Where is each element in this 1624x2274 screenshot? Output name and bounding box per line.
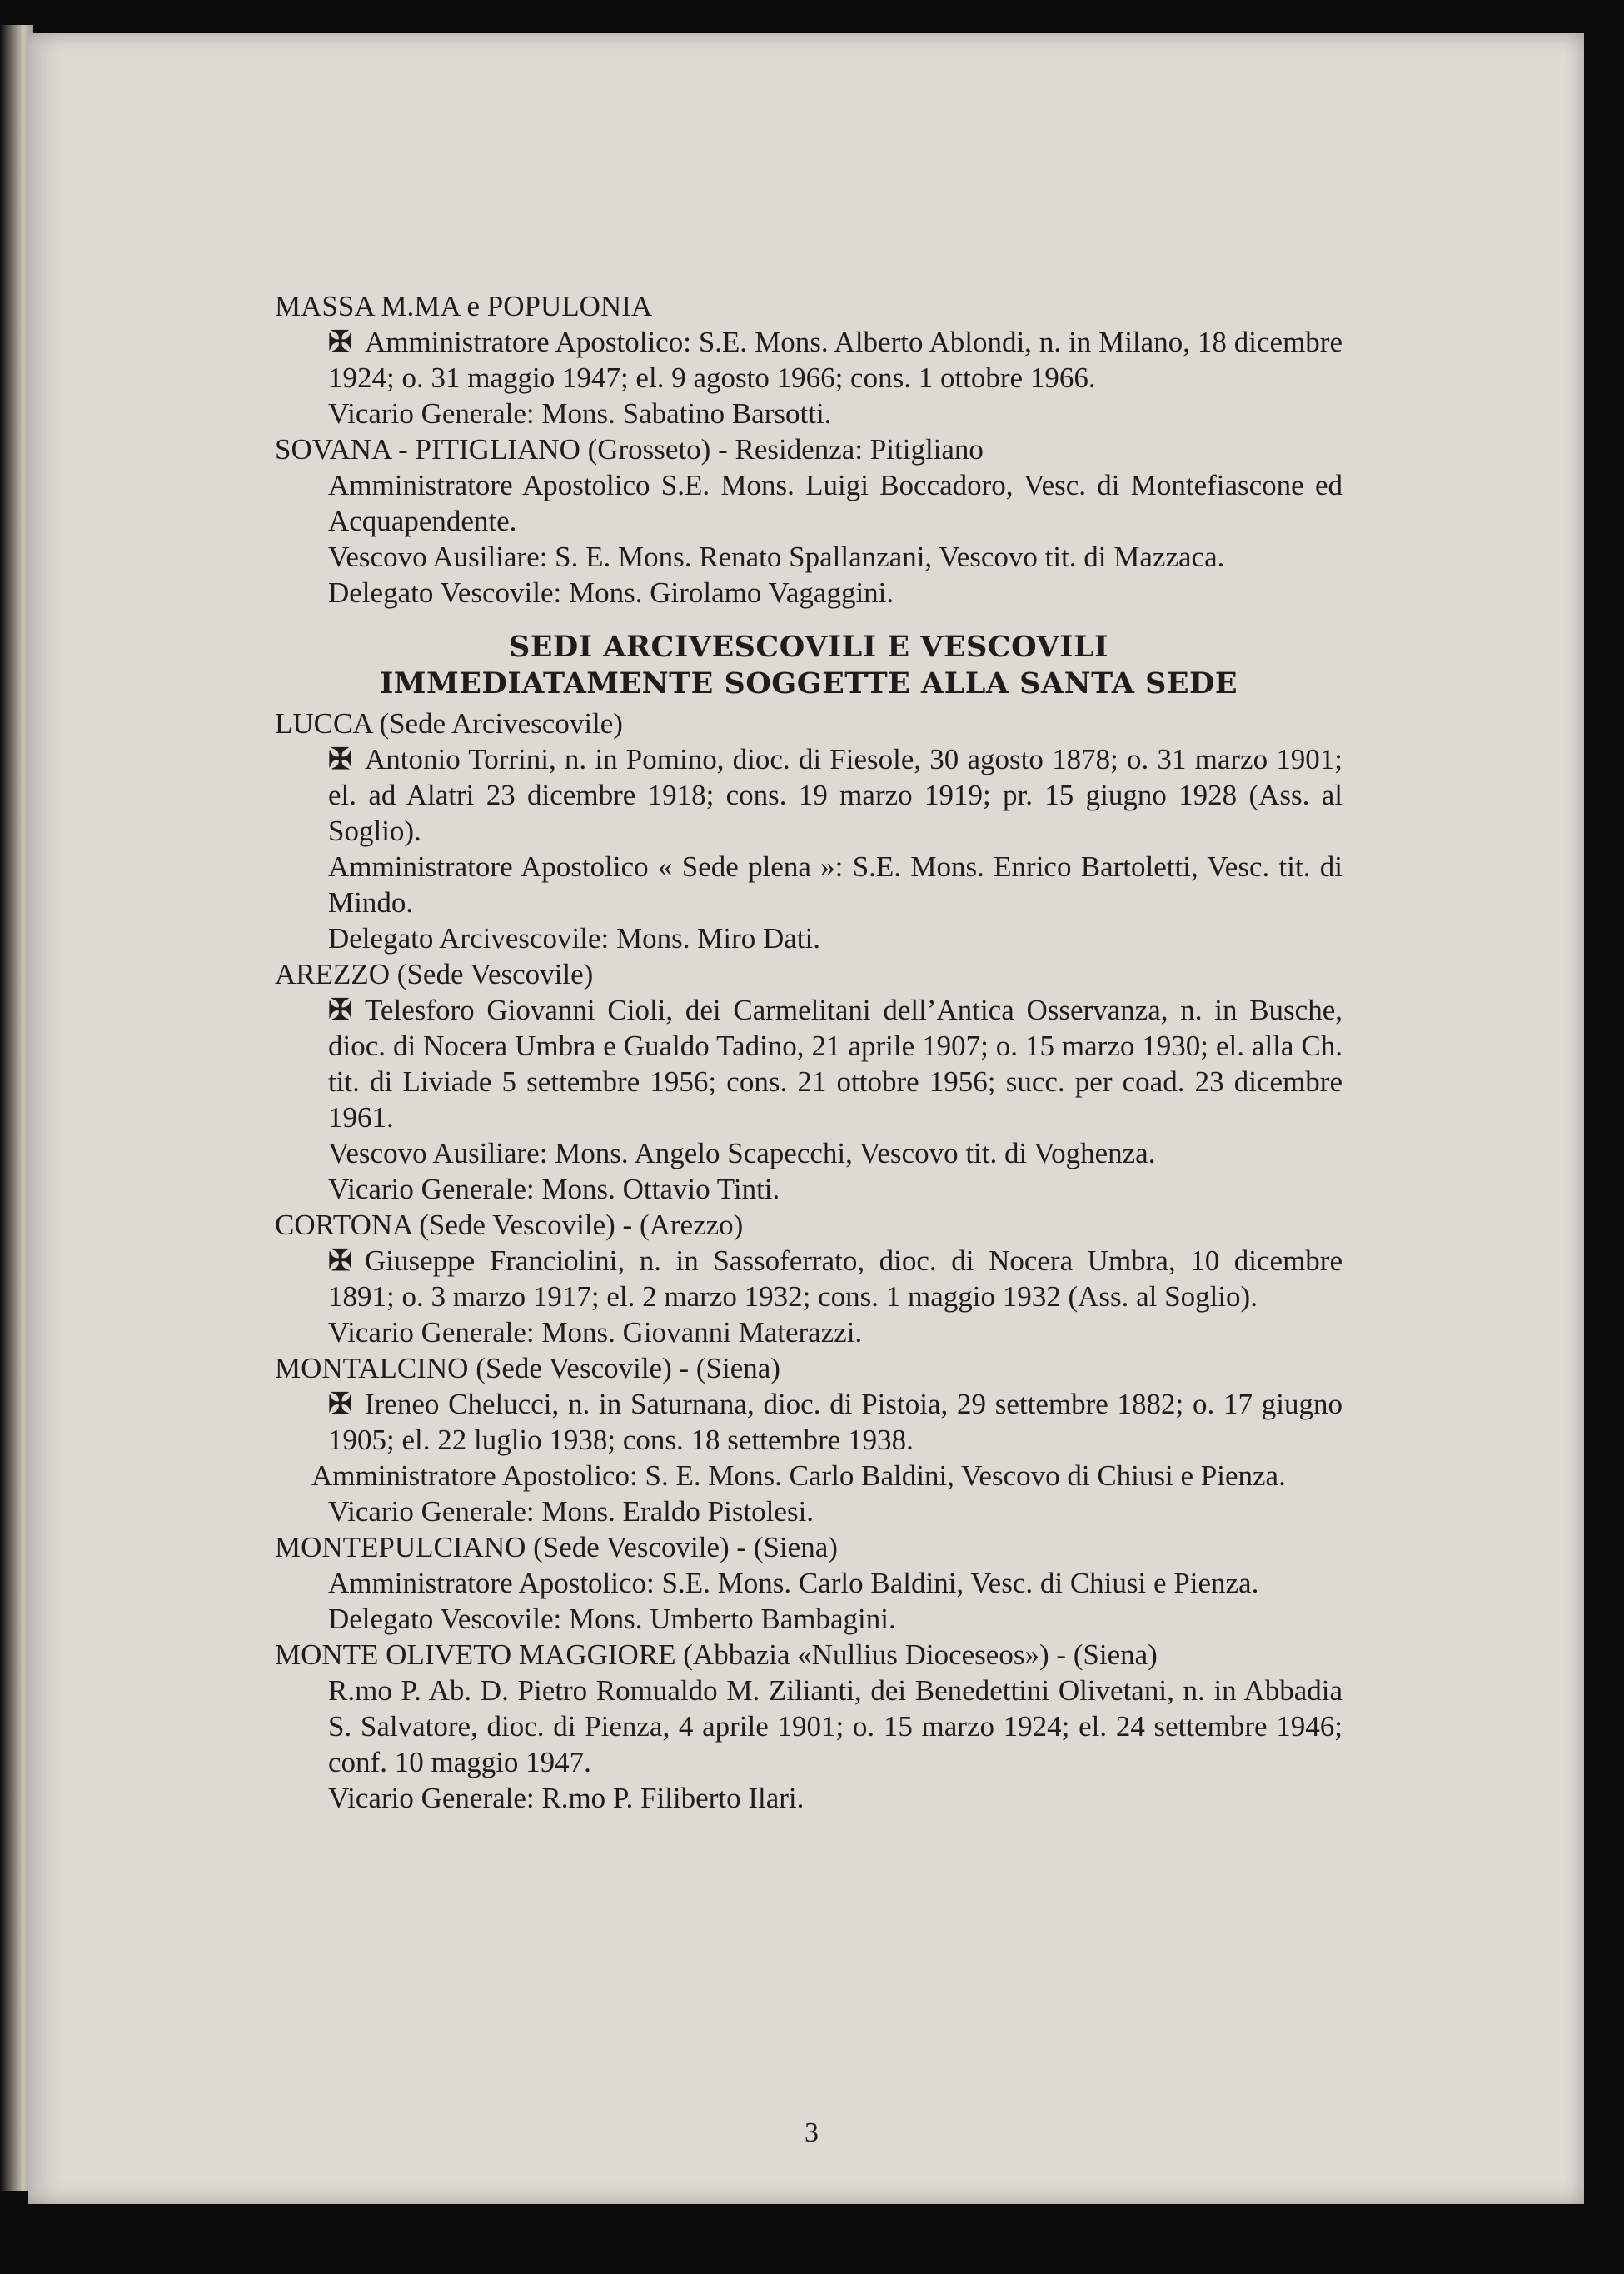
entry-line	[328, 1780, 1343, 1816]
diocese-entry	[275, 1529, 1343, 1637]
entry-line	[328, 992, 1343, 1135]
diocese-heading: MONTEPULCIANO (Sede Vescovile) - (Siena)	[275, 1531, 838, 1563]
entry-line	[328, 1601, 1343, 1637]
entry-text: Antonio Torrini, n. in Pomino, dioc. di Fiesole, 30 agosto 1878; o. 31 marzo 1901; el. ad Alatri 23 dicembre 1918; cons. 19 marzo 1919; pr. 15 giugno 1928 (Ass. al Soglio).	[328, 743, 1343, 847]
entry-text: Vicario Generale: Mons. Giovanni Materazzi.	[328, 1316, 863, 1349]
book-page	[28, 33, 1584, 2204]
bishop-cross-icon: ✠	[328, 994, 353, 1026]
diocese-heading: CORTONA (Sede Vescovile) - (Arezzo)	[275, 1209, 744, 1241]
entry-line	[328, 741, 1343, 849]
diocese-heading: AREZZO (Sede Vescovile)	[275, 958, 594, 990]
entry-line	[328, 920, 1343, 956]
entry-text: Ireneo Chelucci, n. in Saturnana, dioc. di Pistoia, 29 settembre 1882; o. 17 giugno 1905; el. 22 luglio 1938; cons. 18 settembre 1938.	[328, 1388, 1343, 1456]
entry-text: Vescovo Ausiliare: S. E. Mons. Renato Spallanzani, Vescovo tit. di Mazzaca.	[328, 541, 1225, 573]
entry-text: Delegato Vescovile: Mons. Umberto Bambagini.	[328, 1603, 896, 1635]
entry-text: Vicario Generale: Mons. Eraldo Pistolesi.	[328, 1495, 814, 1528]
entry-line	[328, 1673, 1343, 1780]
diocese-list-lower	[275, 706, 1343, 1816]
entry-line	[328, 324, 1343, 396]
diocese-list-upper	[275, 288, 1343, 611]
entry-text: Vicario Generale: R.mo P. Filiberto Ilari.	[328, 1782, 805, 1814]
entry-line	[328, 849, 1343, 920]
section-title-line2: IMMEDIATAMENTE SOGGETTE ALLA SANTA SEDE	[379, 666, 1238, 701]
entry-line	[328, 1494, 1343, 1529]
bishop-cross-icon: ✠	[328, 1244, 353, 1277]
diocese-heading: MONTALCINO (Sede Vescovile) - (Siena)	[275, 1352, 780, 1384]
entry-text: Amministratore Apostolico: S.E. Mons. Carlo Baldini, Vesc. di Chiusi e Pienza.	[328, 1567, 1259, 1599]
entry-line	[328, 1314, 1343, 1350]
diocese-heading: MONTE OLIVETO MAGGIORE (Abbazia «Nullius Dioceseos») - (Siena)	[275, 1638, 1158, 1671]
entry-line	[328, 1135, 1343, 1171]
diocese-entry	[275, 1207, 1343, 1350]
diocese-entry	[275, 1637, 1343, 1816]
section-title-line1: SEDI ARCIVESCOVILI E VESCOVILI	[508, 630, 1109, 664]
entry-line	[328, 1171, 1343, 1207]
entry-text: Vicario Generale: Mons. Sabatino Barsotti.	[328, 397, 832, 430]
entry-text: Giuseppe Franciolini, n. in Sassoferrato, dioc. di Nocera Umbra, 10 dicembre 1891; o. 3 marzo 1917; el. 2 marzo 1932; cons. 1 maggio 1932 (Ass. al Soglio).	[328, 1244, 1343, 1313]
bishop-cross-icon: ✠	[328, 743, 353, 775]
diocese-heading: MASSA M.MA e POPULONIA	[275, 290, 653, 322]
bishop-cross-icon: ✠	[328, 326, 353, 358]
entry-line	[328, 575, 1343, 611]
entry-text: Delegato Arcivescovile: Mons. Miro Dati.	[328, 922, 820, 955]
entry-line	[328, 539, 1343, 575]
diocese-entry	[275, 431, 1343, 611]
entry-text: Amministratore Apostolico S.E. Mons. Luigi Boccadoro, Vesc. di Montefiascone ed Acquapendente.	[328, 469, 1343, 537]
page-number: 3	[805, 2117, 819, 2148]
entry-line	[328, 467, 1343, 539]
page-content	[275, 288, 1343, 1816]
entry-line	[328, 1386, 1343, 1458]
diocese-entry	[275, 956, 1343, 1207]
diocese-heading: SOVANA - PITIGLIANO (Grosseto) - Residenza: Pitigliano	[275, 433, 984, 466]
entry-text: R.mo P. Ab. D. Pietro Romualdo M. Zilianti, dei Benedettini Olivetani, n. in Abbadia S. Salvatore, dioc. di Pienza, 4 aprile 1901; o. 15 marzo 1924; el. 24 settembre 1946; conf. 10 maggio 1947.	[328, 1674, 1343, 1778]
diocese-heading: LUCCA (Sede Arcivescovile)	[275, 707, 623, 740]
entry-text: Vicario Generale: Mons. Ottavio Tinti.	[328, 1173, 780, 1205]
entry-text: Telesforo Giovanni Cioli, dei Carmelitani dell’Antica Osservanza, n. in Busche, dioc. di Nocera Umbra e Gualdo Tadino, 21 aprile 1907; o. 15 marzo 1930; el. alla Ch. tit. di Liviade 5 settembre 1956; cons. 21 ottobre 1956; succ. per coad. 23 dicembre 1961.	[328, 994, 1343, 1134]
diocese-entry	[275, 288, 1343, 431]
diocese-entry	[275, 1350, 1343, 1529]
entry-line	[328, 1565, 1343, 1601]
bishop-cross-icon: ✠	[328, 1388, 353, 1420]
entry-text: Amministratore Apostolico: S.E. Mons. Alberto Ablondi, n. in Milano, 18 dicembre 1924; o. 31 maggio 1947; el. 9 agosto 1966; cons. 1 ottobre 1966.	[328, 326, 1343, 394]
entry-text: Delegato Vescovile: Mons. Girolamo Vagaggini.	[328, 576, 894, 609]
entry-text: Vescovo Ausiliare: Mons. Angelo Scapecchi, Vescovo tit. di Voghenza.	[328, 1137, 1156, 1169]
entry-line	[328, 1243, 1343, 1314]
entry-line	[328, 396, 1343, 431]
entry-text: Amministratore Apostolico: S. E. Mons. Carlo Baldini, Vescovo di Chiusi e Pienza.	[311, 1459, 1286, 1492]
diocese-entry	[275, 706, 1343, 956]
entry-text: Amministratore Apostolico « Sede plena »: S.E. Mons. Enrico Bartoletti, Vesc. tit. di Mindo.	[328, 850, 1343, 919]
entry-line	[311, 1458, 1343, 1494]
section-title	[275, 629, 1343, 702]
